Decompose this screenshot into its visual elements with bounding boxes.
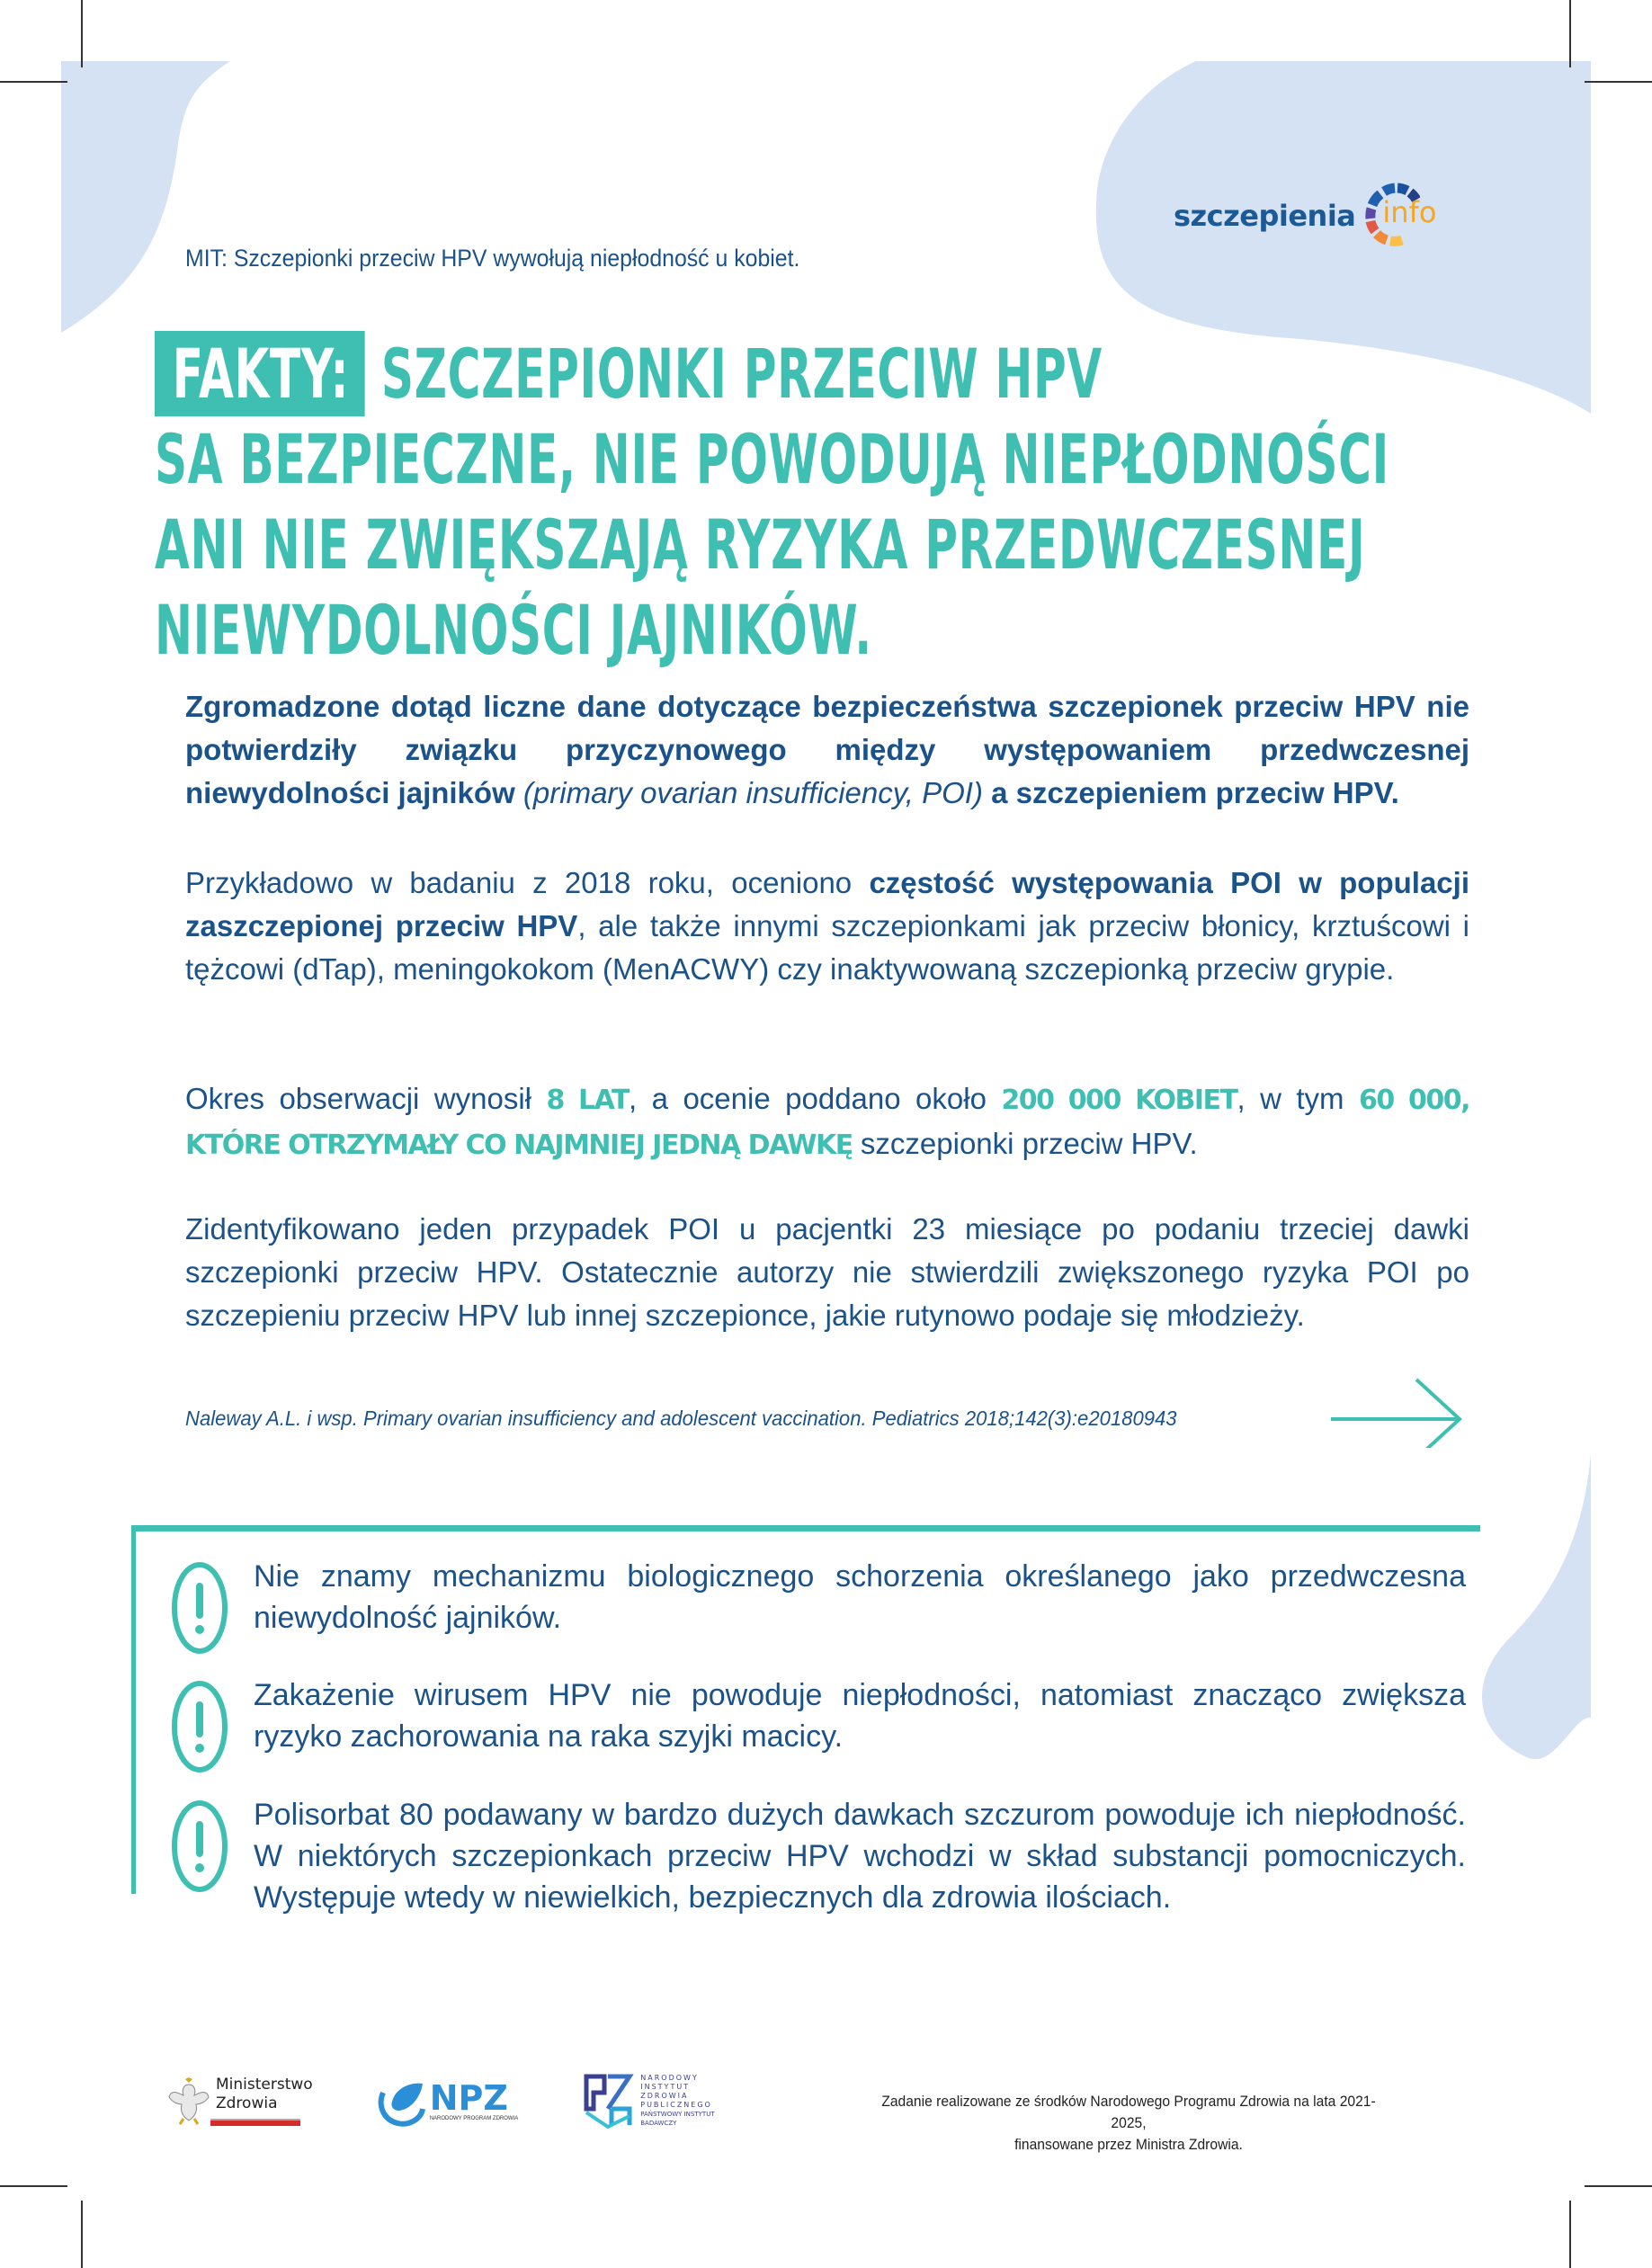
note-item — [171, 1674, 1466, 1773]
obs-text: , w tym — [1237, 1082, 1359, 1115]
npz-logo[interactable] — [376, 2075, 519, 2127]
crop-mark — [1585, 81, 1652, 83]
szczepienia-info-logo[interactable] — [1174, 175, 1437, 256]
funding-line: Zadanie realizowane ze środków Narodowego Programu Zdrowia na lata 2021-2025, — [881, 2093, 1376, 2131]
headline-line: NIEWYDOLNOŚCI JAJNIKÓW. — [155, 590, 873, 670]
note-text: Polisorbat 80 podawany w bardzo dużych dawkach szczurom powoduje ich niepłodność. W niektórych szczepionkach przeciw HPV wchodzi w skład substancji pomocniczych. Występuje wtedy w niewielkich, bezpiecznych dla zdrowia ilościach. — [254, 1798, 1466, 1915]
crop-mark — [81, 0, 83, 67]
nizp-pzh-logo[interactable] — [581, 2073, 714, 2129]
note-item — [171, 1556, 1466, 1655]
pzh-line: ZDROWIA — [640, 2092, 689, 2100]
pzh-line: INSTYTUT — [640, 2083, 691, 2091]
logo-word: szczepienia — [1174, 199, 1356, 233]
highlight-vaccinated: 60 000, KTÓRE OTRZYMAŁY CO NAJMNIEJ JEDNĄ DAWKĘ — [185, 1085, 1469, 1161]
footer-logos — [167, 2073, 715, 2129]
crop-mark — [0, 2185, 67, 2187]
ministry-of-health-logo[interactable] — [167, 2076, 313, 2126]
highlight-women: 200 000 KOBIET — [1001, 1085, 1237, 1116]
note-text: Zakażenie wirusem HPV nie powoduje niepłodności, natomiast znacząco zwiększa ryzyko zachorowania na raka szyjki macicy. — [254, 1678, 1466, 1754]
notes-border-top — [131, 1525, 1480, 1531]
pzh-line: PUBLICZNEGO — [640, 2101, 712, 2109]
pzh-sub: BADAWCZY — [640, 2120, 677, 2127]
crop-mark — [1585, 2185, 1652, 2187]
headline-line: ANI NIE ZWIĘKSZAJĄ RYZYKA PRZEDWCZESNEJ — [155, 504, 1366, 585]
headline-line — [155, 331, 1103, 416]
result-paragraph: Zidentyfikowano jeden przypadek POI u pacjentki 23 miesiące po podaniu trzeciej dawki szczepionki przeciw HPV. Ostatecznie autorzy nie stwierdzili zwiększonego ryzyka POI po szczepieniu przeciw HPV lub innej szczepionce, jakie rutynowo podaje się młodzieży. — [185, 1212, 1469, 1332]
obs-text: Okres obserwacji wynosił — [185, 1082, 547, 1115]
crop-mark — [0, 81, 67, 83]
blob-top-left — [61, 61, 230, 333]
exclamation-circle-icon — [171, 1799, 228, 1893]
obs-text: , a ocenie poddano około — [629, 1082, 1002, 1115]
study-bold: częstość występowania POI w populacji zaszczepionej przeciw HPV — [185, 866, 1469, 942]
obs-text: szczepionki przeciw HPV. — [852, 1127, 1198, 1160]
crop-mark — [1569, 2201, 1571, 2268]
headline-line: SA BEZPIECZNE, NIE POWODUJĄ NIEPŁODNOŚCI — [155, 419, 1389, 499]
logo-ring-icon — [1357, 175, 1437, 256]
crop-mark — [81, 2201, 83, 2268]
notes-border-left — [131, 1525, 136, 1894]
pzh-line: NARODOWY — [640, 2074, 699, 2082]
ministry-name-line2: Zdrowia — [216, 2094, 278, 2112]
arrow-right-icon[interactable] — [1331, 1376, 1466, 1448]
headline-text: SZCZEPIONKI PRZECIW HPV — [380, 334, 1103, 414]
pzh-sub: PAŃSTWOWY INSTYTUT — [640, 2111, 715, 2118]
myth-statement: MIT: Szczepionki przeciw HPV wywołują niepłodność u kobiet. — [185, 245, 800, 272]
npz-subtitle: NARODOWY PROGRAM ZDROWIA — [429, 2116, 519, 2121]
funding-note — [868, 2091, 1389, 2156]
intro-paragraph — [185, 685, 1469, 815]
eagle-emblem-icon — [167, 2076, 210, 2126]
citation[interactable]: Naleway A.L. i wsp. Primary ovarian insufficiency and adolescent vaccination. Pediatrics 2018;142(3):e20180943 — [185, 1406, 1177, 1430]
fakty-badge: FAKTY: — [155, 331, 364, 416]
blob-bottom-right — [1482, 1453, 1591, 1759]
note-item — [171, 1794, 1466, 1918]
exclamation-circle-icon — [171, 1680, 228, 1773]
polish-flag-stripe — [210, 2119, 300, 2126]
intro-bold-end: a szczepieniem przeciw HPV. — [982, 776, 1399, 809]
crop-mark — [1569, 0, 1571, 67]
study-text-end: , ale także innymi szczepionkami jak przeciw błonicy, krztuścowi i tężcowi (dTap), meningokokom (MenACWY) czy inaktywowaną szczepionką przeciw grypie. — [185, 909, 1470, 986]
exclamation-circle-icon — [171, 1561, 228, 1655]
intro-bold: Zgromadzone dotąd liczne dane dotyczące bezpieczeństwa szczepionek przeciw HPV nie potwierdziły związku przyczynowego między występowaniem przedwczesnej niewydolności jajników — [185, 690, 1469, 809]
logo-suffix: info — [1382, 195, 1437, 229]
funding-line: finansowane przez Ministra Zdrowia. — [1014, 2136, 1243, 2153]
study-paragraph — [185, 862, 1469, 991]
highlight-years: 8 LAT — [546, 1085, 630, 1116]
headline — [155, 331, 1504, 673]
npz-wordmark: NPZ — [429, 2078, 508, 2118]
observation-paragraph — [185, 1077, 1469, 1167]
study-text: Przykładowo w badaniu z 2018 roku, oceniono — [185, 866, 870, 899]
npz-drop-icon — [376, 2075, 430, 2127]
intro-italic: (primary ovarian insufficiency, POI) — [514, 776, 983, 809]
ministry-name-line1: Ministerstwo — [216, 2076, 313, 2094]
note-text: Nie znamy mechanizmu biologicznego schorzenia określanego jako przedwczesna niewydolność jajników. — [254, 1559, 1466, 1635]
pzh-emblem-icon — [581, 2073, 635, 2129]
